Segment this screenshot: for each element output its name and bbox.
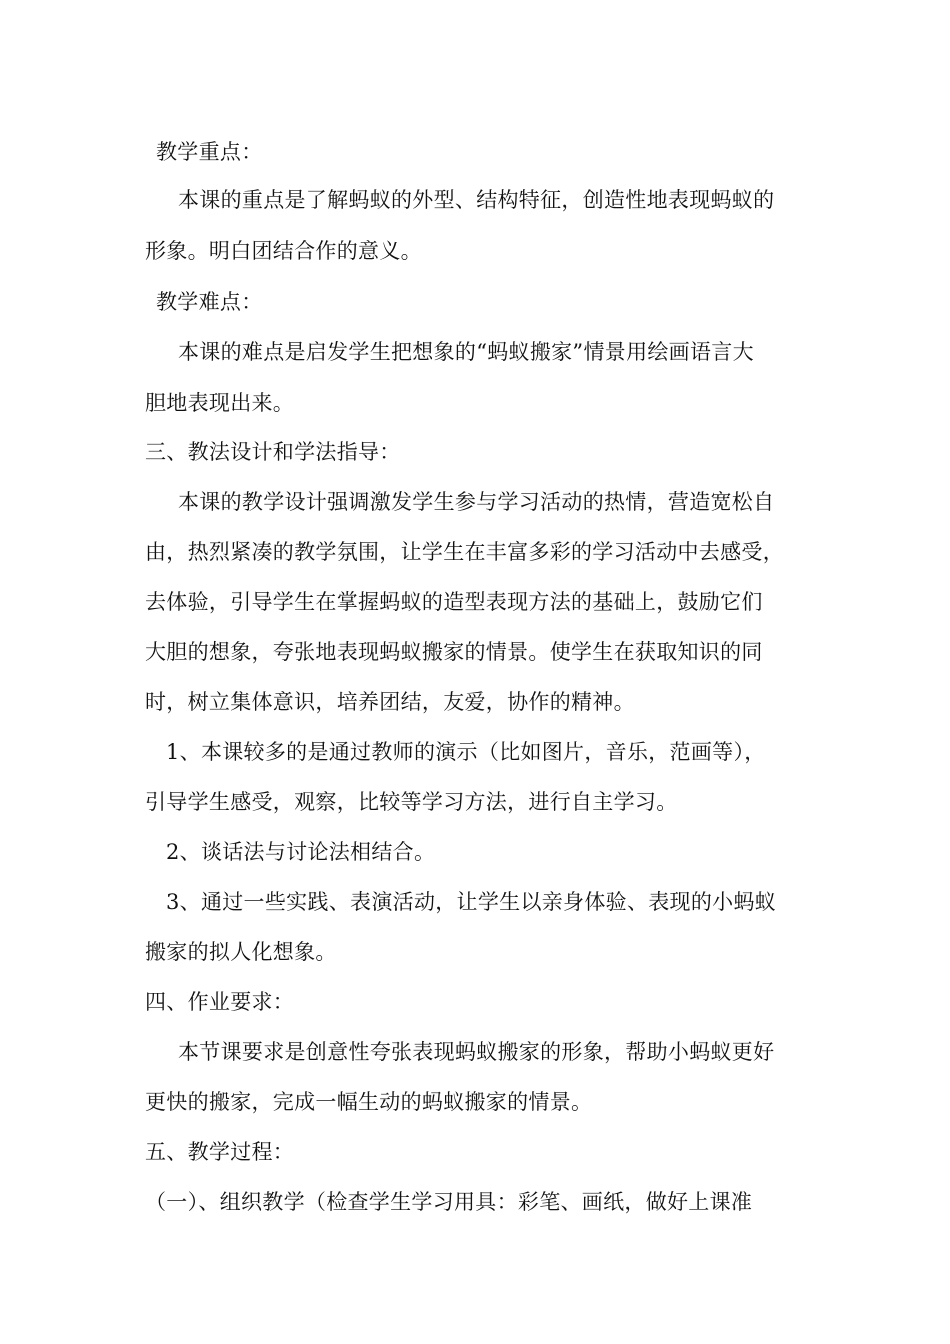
paragraph-line: 本课的重点是了解蚂蚁的外型、结构特征，创造性地表现蚂蚁的 [178, 188, 775, 212]
list-item-2: 2、谈话法与讨论法相结合。 [166, 840, 436, 864]
paragraph-line: 时，树立集体意识，培养团结，友爱，协作的精神。 [145, 690, 635, 714]
list-item-3: 3、通过一些实践、表演活动，让学生以亲身体验、表现的小蚂蚁 [166, 890, 777, 914]
paragraph-line: 去体验，引导学生在掌握蚂蚁的造型表现方法的基础上，鼓励它们 [145, 590, 763, 614]
list-item-1: 1、本课较多的是通过教师的演示（比如图片，音乐，范画等）， [166, 740, 766, 764]
paragraph-line: 本节课要求是创意性夸张表现蚂蚁搬家的形象，帮助小蚂蚁更好 [178, 1040, 775, 1064]
paragraph-line: 搬家的拟人化想象。 [145, 940, 337, 964]
heading-teaching-focus: 教学重点： [156, 140, 263, 164]
paragraph-line: 由，热烈紧凑的教学氛围，让学生在丰富多彩的学习活动中去感受， [145, 540, 784, 564]
paragraph-line: 引导学生感受，观察，比较等学习方法，进行自主学习。 [145, 790, 678, 814]
paragraph-line: （一）、组织教学（检查学生学习用具：彩笔、画纸，做好上课准 [145, 1190, 753, 1214]
paragraph-line: 形象。明白团结合作的意义。 [145, 239, 422, 263]
heading-teaching-difficulty: 教学难点： [156, 290, 263, 314]
paragraph-line: 本课的教学设计强调激发学生参与学习活动的热情，营造宽松自 [178, 490, 775, 514]
section-heading-4: 四、作业要求： [145, 990, 295, 1014]
paragraph-line: 本课的难点是启发学生把想象的“蚂蚁搬家”情景用绘画语言大 [178, 340, 754, 364]
section-heading-5: 五、教学过程： [145, 1140, 295, 1164]
paragraph-line: 大胆的想象，夸张地表现蚂蚁搬家的情景。使学生在获取知识的同 [145, 640, 763, 664]
paragraph-line: 更快的搬家，完成一幅生动的蚂蚁搬家的情景。 [145, 1090, 593, 1114]
paragraph-line: 胆地表现出来。 [145, 391, 295, 415]
section-heading-3: 三、教法设计和学法指导： [145, 440, 401, 464]
